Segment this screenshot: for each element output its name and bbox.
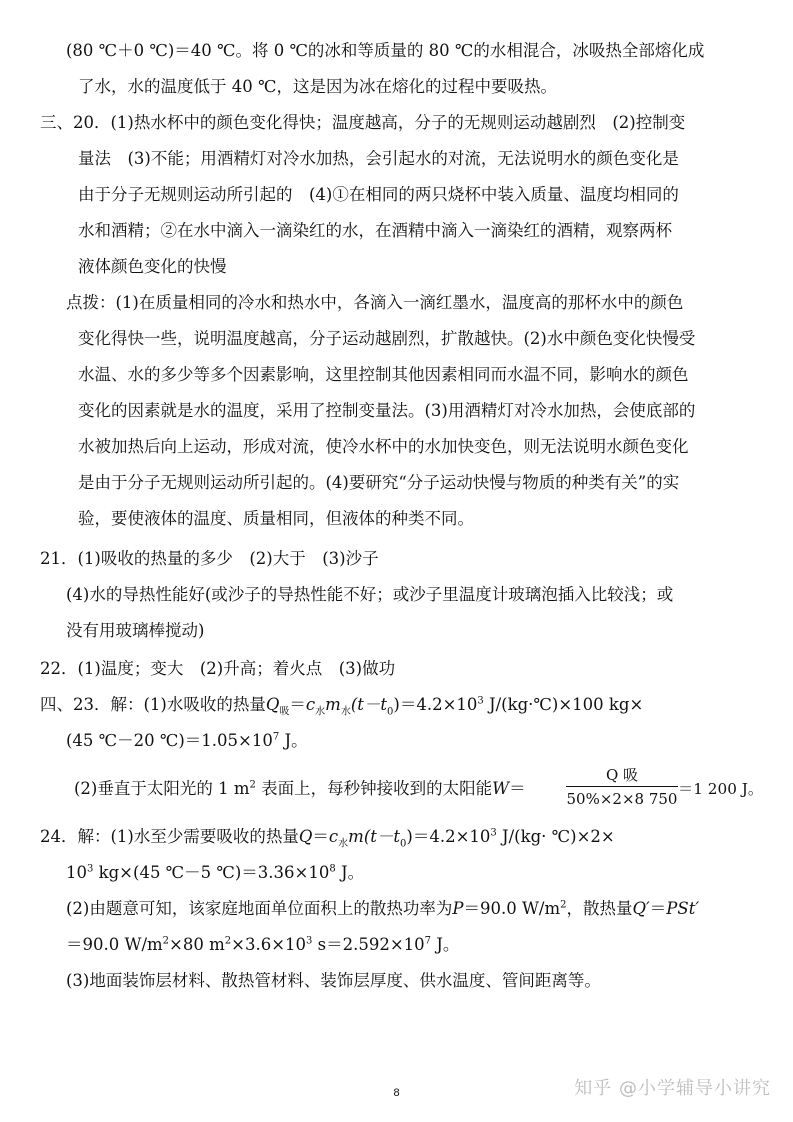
- text-line: 水和酒精；②在水中滴入一滴染红的水，在酒精中滴入一滴染红的酒精，观察两杯: [78, 221, 672, 240]
- q23-line1: 四、23．解：(1)水吸收的热量$Q_吸=c_水m_水(t-t_0)=4.2\times 10^3$ J/(kg·℃)×100 kg×: [40, 695, 644, 718]
- text-line: (4)水的导热性能好(或沙子的导热性能不好；或沙子里温度计玻璃泡插入比较浅；或: [66, 585, 674, 604]
- fraction-denominator: 50%×2×8 750: [566, 790, 678, 808]
- text-line: (80 ℃＋0 ℃)＝40 ℃。将 0 ℃的冰和等质量的 80 ℃的水相混合，冰吸热全部熔化成: [66, 41, 705, 60]
- q23-line3: (2)垂直于太阳光的 1 $m^2$ 表面上，每秒钟接收到的太阳能W＝: [74, 779, 526, 798]
- text-line: 量法 (3)不能；用酒精灯对冷水加热，会引起水的对流，无法说明水的颜色变化是: [78, 149, 679, 168]
- text-line: 验，要使液体的温度、质量相同，但液体的种类不同。: [78, 509, 474, 528]
- q24-line1: 24．解：(1)水至少需要吸收的热量$Q=c_水m(t-t_0)=4.2\times 10^3$ J/(kg· ℃)×2×: [40, 827, 615, 850]
- fraction: [566, 764, 678, 812]
- q22-answer: 22．(1)温度；变大 (2)升高；着火点 (3)做功: [40, 659, 396, 678]
- text-line: 由于分子无规则运动所引起的 (4)①在相同的两只烧杯中装入质量、温度均相同的: [78, 185, 679, 204]
- text-line: 变化得快一些，说明温度越高，分子运动越剧烈，扩散越快。(2)水中颜色变化快慢受: [78, 329, 696, 348]
- text-line: 水被加热后向上运动，形成对流，使冷水杯中的水加快变色，则无法说明水颜色变化: [78, 437, 689, 456]
- text-line: 是由于分子无规则运动所引起的。(4)要研究“分子运动快慢与物质的种类有关”的实: [78, 473, 680, 492]
- text-line: 液体颜色变化的快慢: [78, 257, 227, 276]
- fraction-numerator: Q 吸: [605, 766, 639, 784]
- q24-line3: (2)由题意可知，该家庭地面单位面积上的散热功率为P＝90.0 $W/m^2$，散热量Q′＝PSt′: [66, 899, 700, 918]
- text-line: 没有用玻璃棒搅动): [66, 621, 205, 640]
- text-line: 变化的因素就是水的温度，采用了控制变量法。(3)用酒精灯对冷水加热，会使底部的: [78, 401, 696, 420]
- fraction-bar: [566, 786, 678, 787]
- q20-answer: 三、20．(1)热水杯中的颜色变化得快；温度越高，分子的无规则运动越剧烈 (2)控制变: [40, 113, 686, 132]
- text-line: 了水，水的温度低于 40 ℃，这是因为冰在熔化的过程中要吸热。: [78, 77, 557, 96]
- q24-line5: (3)地面装饰层材料、散热管材料、装饰层厚度、供水温度、管间距离等。: [66, 971, 601, 990]
- q24-line2: $10^3$ kg×(45 ℃－5 $℃)=3.36\times 10^8$ J。: [66, 863, 365, 882]
- q23-line2: (45 ℃－20 $℃)=1.05\times 10^7$ J。: [66, 731, 308, 750]
- page-number: 8: [393, 1087, 400, 1099]
- text-line: 水温、水的多少等多个因素影响，这里控制其他因素相同而水温不同，影响水的颜色: [78, 365, 689, 384]
- watermark: 知乎 @小学辅导小讲究: [574, 1078, 771, 1099]
- hint-paragraph: 点拨：(1)在质量相同的冷水和热水中，各滴入一滴红墨水，温度高的那杯水中的颜色: [66, 293, 684, 312]
- q21-answer: 21．(1)吸收的热量的多少 (2)大于 (3)沙子: [40, 549, 379, 568]
- q24-line4: ＝90.0 $W/m^2\times 80$ $m^2\times 3.6\times 10^3$ $s=2.592\times 10^7$ J。: [66, 935, 460, 954]
- q23-result: ＝1 200 J。: [678, 780, 764, 798]
